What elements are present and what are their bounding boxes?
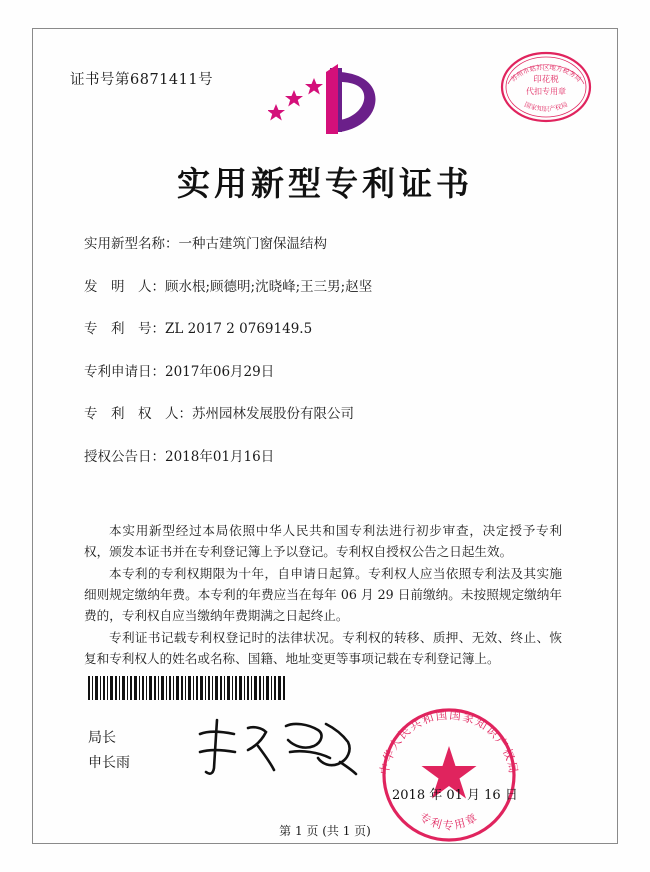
- field-row: [84, 232, 584, 252]
- certificate-number: 证书号第6871411号: [70, 72, 214, 88]
- svg-text:专利专用章: 专利专用章: [417, 810, 481, 832]
- signature-block: [88, 726, 130, 776]
- field-row: [84, 402, 584, 422]
- field-label: 专 利 号：: [84, 321, 165, 337]
- tax-stamp-seal: [498, 48, 594, 126]
- director-name: 申长雨: [88, 755, 130, 771]
- field-value: 一种古建筑门窗保温结构: [178, 236, 327, 252]
- svg-text:苏州市姑苏区地方税务局: 苏州市姑苏区地方税务局: [509, 63, 583, 84]
- legal-paragraph: 本实用新型经过本局依照中华人民共和国专利法进行初步审查，决定授予专利权，颁发本证书并在专利登记簿上予以登记。专利权自授权公告之日起生效。: [84, 523, 562, 559]
- director-label: 局长: [88, 730, 116, 746]
- patent-office-logo-icon: [268, 60, 388, 146]
- field-row: [84, 275, 584, 295]
- field-value: 2018年01月16日: [165, 448, 275, 465]
- svg-text:国家知识产权局: 国家知识产权局: [523, 100, 569, 114]
- field-row: [84, 360, 584, 380]
- field-list: [84, 232, 584, 487]
- legal-text-block: [84, 520, 562, 670]
- field-value: ZL 2017 2 0769149.5: [165, 321, 313, 337]
- field-label: 专利申请日：: [84, 363, 165, 380]
- field-value: 2017年06月29日: [165, 363, 275, 380]
- svg-text:中华人民共和国国家知识产权局: 中华人民共和国国家知识产权局: [377, 707, 521, 776]
- field-value: 苏州园林发展股份有限公司: [192, 406, 354, 422]
- handwritten-signature: [190, 712, 365, 782]
- field-value: 顾水根;顾德明;沈晓峰;王三男;赵坚: [165, 278, 373, 295]
- field-row: [84, 317, 584, 337]
- page-title: 实用新型专利证书: [177, 164, 473, 203]
- field-label: 授权公告日：: [84, 448, 165, 465]
- barcode: [88, 676, 288, 700]
- legal-paragraph: 本专利的专利权期限为十年，自申请日起算。专利权人应当依照专利法及其实施细则规定缴纳年费。本专利的年费应当在每年 06 月 29 日前缴纳。未按照规定缴纳年费的，专利权自应当缴纳年费期满之日起终止。: [84, 566, 562, 623]
- seal-date: 2018 年 01 月 16 日: [392, 788, 518, 803]
- svg-text:代扣专用章: 代扣专用章: [526, 87, 566, 96]
- field-label: 实用新型名称：: [84, 236, 179, 252]
- field-label: 专 利 权 人：: [84, 406, 192, 422]
- field-label: 发 明 人：: [84, 278, 165, 295]
- svg-text:印花税: 印花税: [533, 75, 559, 85]
- legal-paragraph: 专利证书记载专利权登记时的法律状况。专利权的转移、质押、无效、终止、恢复和专利权人的姓名或名称、国籍、地址变更等事项记载在专利登记簿上。: [84, 630, 562, 666]
- field-row: [84, 445, 584, 465]
- page-footer: 第 1 页 (共 1 页): [279, 824, 371, 838]
